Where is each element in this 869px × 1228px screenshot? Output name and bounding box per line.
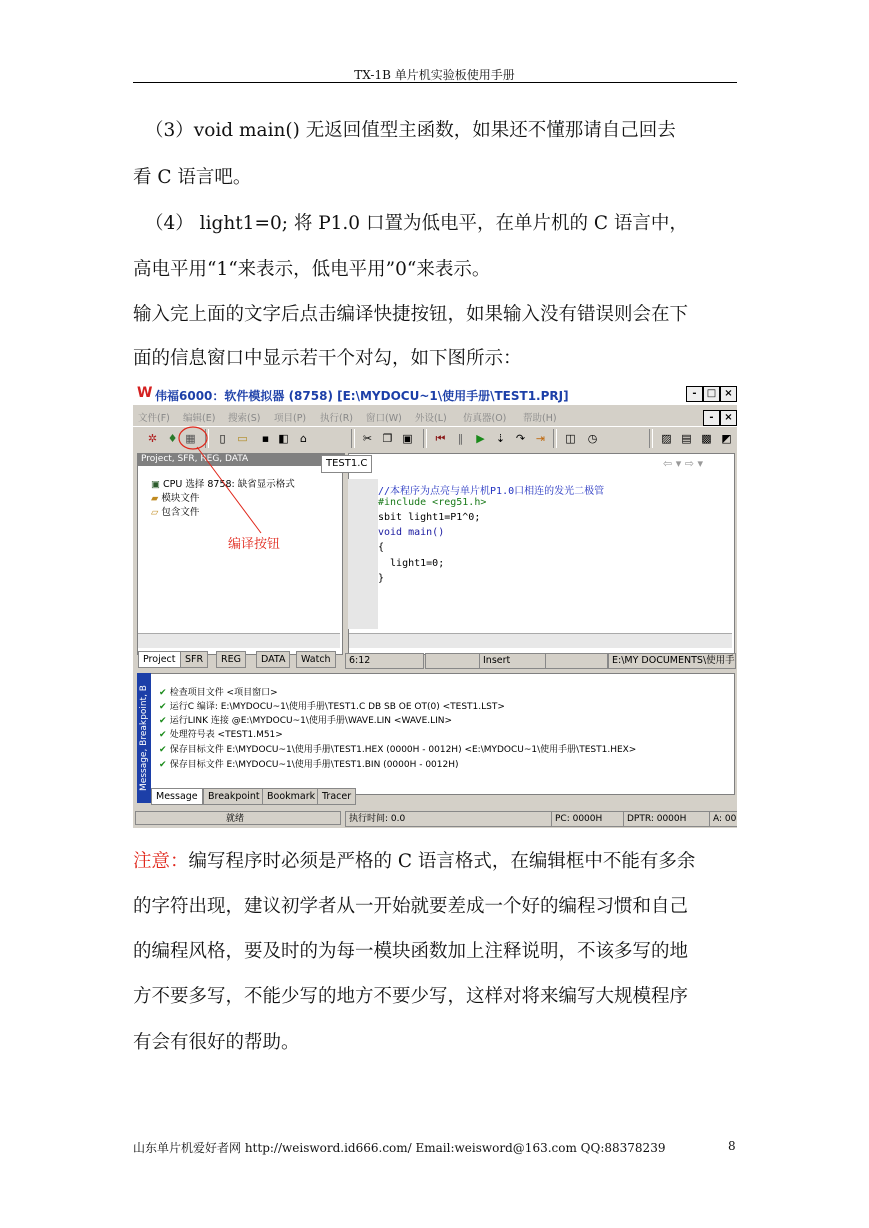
menu-run[interactable]: 执行(R): [320, 413, 354, 424]
message-side-label: Message, Breakpoint, B: [139, 685, 149, 791]
status-ready: 就绪: [135, 811, 341, 825]
tab-breakpoint[interactable]: Breakpoint: [203, 788, 265, 805]
check-icon: ✔: [159, 760, 170, 770]
toolbar-separator: [423, 429, 427, 448]
page-footer: 山东单片机爱好者网 http://weisword.id666.com/ Email:weisword@163.com QQ:88378239: [133, 1141, 666, 1155]
para-1-line-2: 看 C 语言吧。: [133, 167, 252, 188]
code-line-1: //本程序为点亮与单片机P1.0口相连的发光二极管: [378, 486, 605, 497]
debug-icon[interactable]: ✲: [147, 432, 158, 445]
compile-button-icon[interactable]: ▦: [185, 432, 196, 445]
reset-icon[interactable]: ♦: [167, 432, 178, 445]
maximize-button[interactable]: □: [703, 386, 720, 402]
project-scrollbar[interactable]: [138, 633, 340, 648]
code-line-6: light1=0;: [378, 558, 445, 569]
close-button[interactable]: ×: [720, 386, 737, 402]
tab-watch[interactable]: Watch: [296, 651, 336, 668]
running-header: TX-1B 单片机实验板使用手册: [354, 68, 515, 82]
nav-arrows-icon[interactable]: ⇦ ▾ ⇨ ▾: [663, 457, 703, 470]
header-rule: [133, 82, 737, 83]
copy-icon[interactable]: ❐: [382, 432, 393, 445]
register-icon[interactable]: ◩: [721, 432, 732, 445]
note-line-3: 的编程风格，要及时的为每一模块函数加上注释说明，不该多写的地: [133, 941, 689, 962]
para-1-line-1: （3）void main() 无返回值型主函数，如果还不懂那请自己回去: [145, 120, 676, 141]
message-line: ✔ 保存目标文件 E:\MYDOCU~1\使用手册\TEST1.BIN (0000H - 0012H): [159, 760, 459, 770]
message-line: ✔ 检查项目文件 <项目窗口>: [159, 688, 278, 698]
note-line-4: 方不要多写，不能少写的地方不要少写，这样对将来编写大规模程序: [133, 986, 689, 1007]
annotation-arrow: [133, 383, 343, 593]
stop-icon[interactable]: ⏮: [435, 432, 446, 445]
tab-test1-c[interactable]: TEST1.C: [321, 455, 372, 473]
memory-icon[interactable]: ▩: [701, 432, 712, 445]
editor-scrollbar[interactable]: [349, 633, 732, 648]
toolbar-separator: [351, 429, 355, 448]
code-line-4: void main(): [378, 527, 445, 538]
tab-bookmark[interactable]: Bookmark: [262, 788, 320, 805]
project-icon[interactable]: ⌂: [300, 432, 307, 445]
minimize-button[interactable]: -: [686, 386, 703, 402]
status-cell: [425, 653, 480, 669]
tab-sfr[interactable]: SFR: [180, 651, 208, 668]
menu-project[interactable]: 项目(P): [274, 413, 307, 424]
status-pc: PC: 0000H: [551, 811, 624, 827]
status-acc: A: 00: [709, 811, 737, 827]
para-3-line-1: 输入完上面的文字后点击编译快捷按钮，如果输入没有错误则会在下: [133, 304, 689, 325]
compile-button-annotation: 编译按钮: [228, 537, 281, 552]
menu-file[interactable]: 文件(F): [138, 413, 170, 424]
tab-project[interactable]: Project: [138, 651, 181, 668]
toolbar-separator: [553, 429, 557, 448]
insert-mode: Insert: [479, 653, 546, 669]
window-icon[interactable]: ▤: [681, 432, 692, 445]
open-folder-icon[interactable]: ▭: [237, 432, 248, 445]
menu-help[interactable]: 帮助(H): [523, 413, 557, 424]
menu-window[interactable]: 窗口(W): [366, 413, 402, 424]
clock-icon[interactable]: ◷: [587, 432, 598, 445]
message-line: ✔ 运行LINK 连接 @E:\MYDOCU~1\使用手册\WAVE.LIN <WAVE.LIN>: [159, 716, 453, 726]
folder-icon: ▱: [151, 507, 162, 518]
note-line-1: 注意：编写程序时必须是严格的 C 语言格式，在编辑框中不能有多余: [133, 851, 696, 872]
mdi-minimize-button[interactable]: -: [703, 410, 720, 426]
note-line-2: 的字符出现，建议初学者从一开始就要差成一个好的编程习惯和自己: [133, 896, 689, 917]
menu-peripheral[interactable]: 外设(L): [415, 413, 447, 424]
code-line-5: {: [378, 542, 385, 553]
cursor-position: 6:12: [345, 653, 424, 669]
message-line: ✔ 运行C 编译: E:\MYDOCU~1\使用手册\TEST1.C DB SB OE OT(0) <TEST1.LST>: [159, 702, 505, 712]
menu-search[interactable]: 搜索(S): [228, 413, 261, 424]
editor-gutter: [348, 479, 378, 629]
run-icon[interactable]: ▶: [476, 432, 485, 445]
new-file-icon[interactable]: ▯: [219, 432, 226, 445]
toolbar-separator: [649, 429, 653, 448]
check-icon: ✔: [159, 730, 170, 740]
para-2-line-1: （4） light1=0; 将 P1.0 口置为低电平，在单片机的 C 语言中，: [145, 213, 688, 234]
tree-item-modules[interactable]: ▰ 模块文件: [151, 493, 200, 504]
project-pane-header: Project, SFR, REG, DATA: [137, 453, 345, 466]
status-dptr: DPTR: 0000H: [623, 811, 710, 827]
view-icon[interactable]: ▨: [661, 432, 672, 445]
ide-screenshot: [133, 383, 737, 828]
file-path: E:\MY DOCUMENTS\使用手: [608, 653, 736, 669]
check-icon: ✔: [159, 688, 170, 698]
status-cell: [545, 653, 608, 669]
tab-tracer[interactable]: Tracer: [317, 788, 356, 805]
menu-emulator[interactable]: 仿真器(O): [463, 413, 507, 424]
tree-item-includes[interactable]: ▱ 包含文件: [151, 507, 200, 518]
tab-data[interactable]: DATA: [256, 651, 290, 668]
code-line-3: sbit light1=P1^0;: [378, 512, 481, 523]
run-to-cursor-icon[interactable]: ⇥: [535, 432, 546, 445]
code-line-2: #include <reg51.h>: [378, 497, 487, 508]
cut-icon[interactable]: ✂: [362, 432, 373, 445]
chip-icon: ▣: [151, 479, 163, 490]
message-line: ✔ 保存目标文件 E:\MYDOCU~1\使用手册\TEST1.HEX (0000H - 0012H) <E:\MYDOCU~1\使用手册\TEST1.HEX>: [159, 745, 637, 755]
status-exec-time: 执行时间: 0.0: [345, 811, 552, 827]
message-line: ✔ 处理符号表 <TEST1.M51>: [159, 730, 283, 740]
breakpoint-icon[interactable]: ◫: [565, 432, 576, 445]
step-over-icon[interactable]: ↷: [515, 432, 526, 445]
check-icon: ✔: [159, 745, 170, 755]
tab-reg[interactable]: REG: [216, 651, 246, 668]
tab-message[interactable]: Message: [151, 788, 203, 805]
tree-item-cpu[interactable]: ▣ CPU 选择 8758: 缺省显示格式: [151, 479, 295, 490]
note-label: 注意：: [133, 851, 189, 872]
status-bar: [133, 811, 737, 828]
page-number: 8: [728, 1139, 736, 1153]
pause-icon[interactable]: ‖: [457, 432, 464, 445]
folder-icon: ▰: [151, 493, 162, 504]
project-tabs: [138, 651, 340, 667]
para-3-line-2: 面的信息窗口中显示若干个对勾，如下图所示：: [133, 348, 522, 369]
note-line-5: 有会有很好的帮助。: [133, 1032, 300, 1053]
check-icon: ✔: [159, 702, 170, 712]
save-all-icon[interactable]: ◧: [278, 432, 289, 445]
check-icon: ✔: [159, 716, 170, 726]
mdi-close-button[interactable]: ×: [720, 410, 737, 426]
message-tabs: [151, 788, 731, 804]
app-logo-icon: W: [137, 385, 153, 401]
menu-edit[interactable]: 编辑(E): [183, 413, 216, 424]
code-line-7: }: [378, 573, 385, 584]
step-into-icon[interactable]: ⇣: [495, 432, 506, 445]
para-2-line-2: 高电平用“1“来表示，低电平用”0“来表示。: [133, 259, 491, 280]
window-title: 伟福6000：软件模拟器 (8758) [E:\MYDOCU~1\使用手册\TEST1.PRJ]: [155, 389, 569, 403]
paste-icon[interactable]: ▣: [402, 432, 413, 445]
save-icon[interactable]: ▪: [261, 432, 270, 445]
